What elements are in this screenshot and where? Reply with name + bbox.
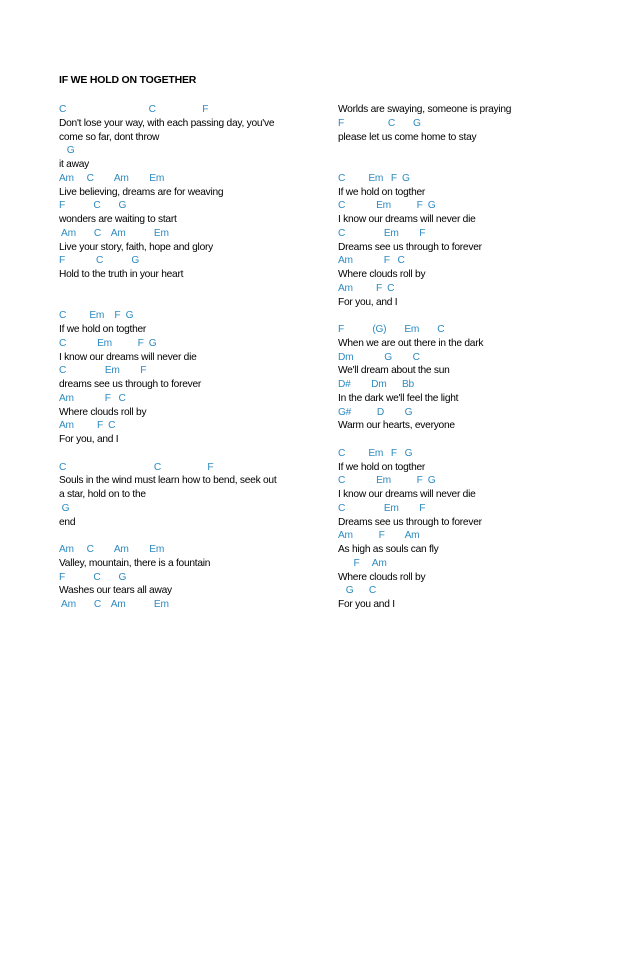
chord-line: C Em F G [338, 172, 410, 184]
left-column [59, 103, 329, 612]
lyric-line: Washes our tears all away [59, 585, 172, 597]
song-title: IF WE HOLD ON TOGETHER [59, 74, 197, 86]
lyric-line: Live your story, faith, hope and glory [59, 241, 213, 253]
lyric-line: For you, and I [338, 296, 398, 308]
lyric-line: come so far, dont throw [59, 131, 160, 143]
lyric-line: end [59, 516, 76, 528]
chord-line: F C G [59, 571, 127, 583]
chord-line: C Em F [59, 365, 147, 377]
blank-line [338, 144, 608, 158]
lyric-line: As high as souls can fly [338, 544, 439, 555]
lyric-line: Where clouds roll by [59, 406, 147, 418]
chord-line: Am F Am [338, 530, 420, 542]
lyric-line: If we hold on togther [338, 186, 426, 198]
lyric-line: Dreams see us through to forever [338, 516, 482, 528]
lyric-line: When we are out there in the dark [338, 337, 484, 349]
lyric-line: dreams see us through to forever [59, 379, 202, 390]
chord-line: Am F C [59, 420, 116, 432]
blank-line [338, 309, 608, 323]
lyric-line: Live believing, dreams are for weaving [59, 186, 224, 198]
chord-line: G C [338, 585, 377, 597]
lyric-line: Hold to the truth in your heart [59, 269, 184, 280]
lyric-line: wonders are waiting to start [59, 214, 177, 225]
chord-line: Am F C [59, 392, 126, 404]
blank-line [59, 447, 329, 461]
lyric-line: I know our dreams will never die [59, 351, 197, 363]
chord-line: C Em F G [338, 200, 436, 212]
chord-line: Am F C [338, 282, 395, 294]
chord-line: Dm G C [338, 351, 420, 363]
chord-line: C C F [59, 461, 214, 473]
lyric-line: Warm our hearts, everyone [338, 420, 455, 432]
chord-line: Am F C [338, 255, 405, 267]
lyric-line: I know our dreams will never die [338, 489, 476, 500]
blank-line [59, 282, 329, 296]
chord-line: C Em F [338, 227, 426, 239]
blank-line [59, 296, 329, 310]
lyric-line: If we hold on togther [338, 461, 426, 473]
chord-line: F C G [59, 200, 127, 212]
chord-line: G# D G [338, 406, 413, 418]
lyric-line: Where clouds roll by [338, 269, 426, 280]
lyric-line: For you and I [338, 599, 395, 610]
lyric-line: In the dark we'll feel the light [338, 392, 459, 404]
lyric-line: Where clouds roll by [338, 571, 426, 583]
blank-line [338, 433, 608, 447]
blank-line [338, 158, 608, 172]
chord-line: Am C Am Em [59, 599, 169, 610]
chord-line: Am C Am Em [59, 172, 165, 184]
chord-line: C Em F G [59, 310, 134, 322]
chord-line: F Am [338, 557, 387, 569]
chord-line: G [59, 145, 75, 157]
chord-line: F C G [338, 117, 421, 129]
lyric-line: Worlds are swaying, someone is praying [338, 104, 512, 115]
lyric-line: For you, and I [59, 434, 119, 445]
chord-line: C Em F G [338, 447, 413, 459]
lyric-line: it away [59, 159, 89, 170]
lyric-line: Don't lose your way, with each passing day, you've [59, 117, 275, 129]
lyric-line: Dreams see us through to forever [338, 241, 482, 253]
chord-line: C Em F G [59, 337, 157, 349]
lyric-line: a star, hold on to the [59, 489, 146, 500]
chord-line: F C G [59, 255, 140, 267]
right-column [338, 103, 608, 612]
chord-line: G [59, 502, 70, 514]
lyric-line: Valley, mountain, there is a fountain [59, 557, 211, 569]
lyric-line: I know our dreams will never die [338, 214, 476, 225]
chord-line: F (G) Em C [338, 324, 445, 335]
chord-line: C Em F G [338, 475, 436, 487]
chord-line: C Em F [338, 502, 426, 514]
chord-line: C C F [59, 104, 209, 115]
chord-line: Am C Am Em [59, 227, 169, 239]
chord-line: Am C Am Em [59, 544, 165, 555]
lyric-line: If we hold on togther [59, 324, 147, 335]
lyric-line: Souls in the wind must learn how to bend, seek out [59, 475, 277, 487]
blank-line [59, 529, 329, 543]
lyric-line: please let us come home to stay [338, 131, 477, 143]
chord-line: D# Dm Bb [338, 379, 414, 390]
lyric-line: We'll dream about the sun [338, 365, 450, 377]
